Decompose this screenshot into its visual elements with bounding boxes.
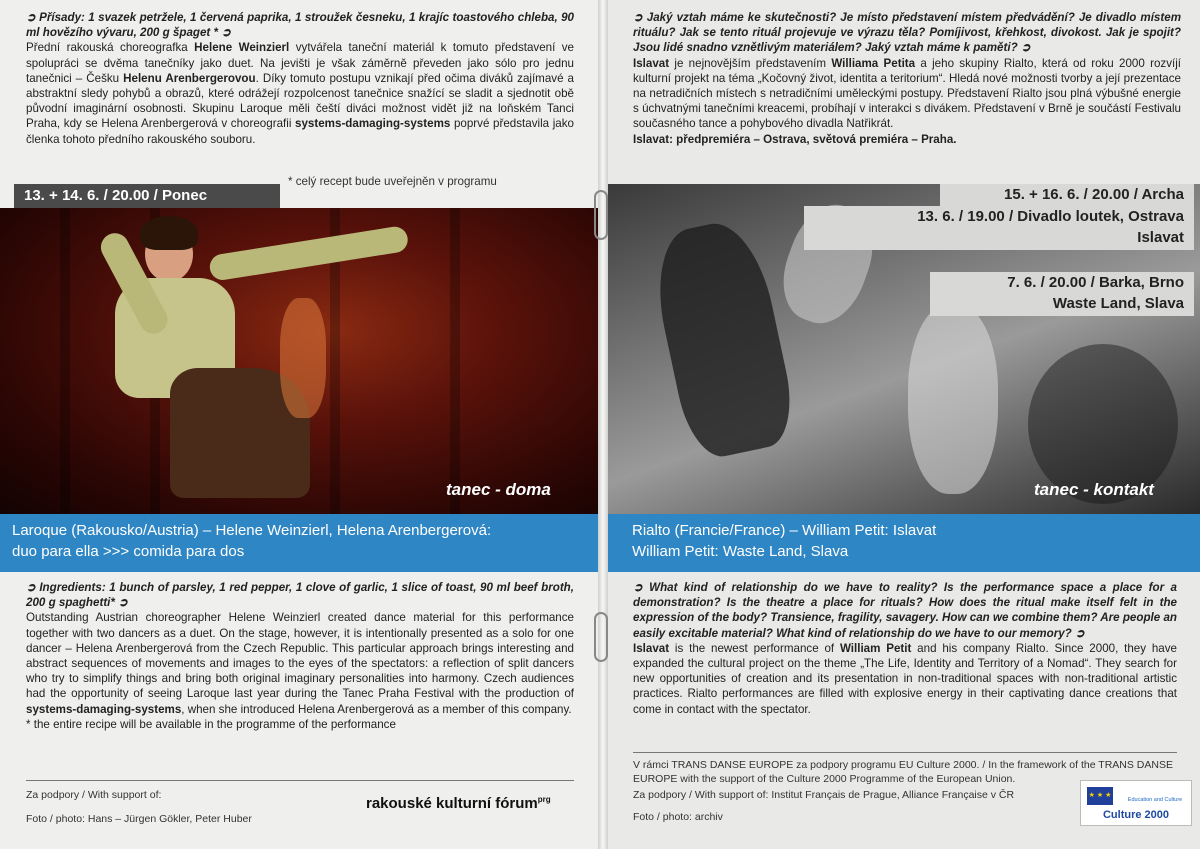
en-intro-text [26, 580, 574, 732]
footer-rule-right [633, 752, 1177, 753]
date-bar-ostrava [804, 206, 1194, 250]
en-body-part: and his company Rialto. Since 2000, they have expanded the cultural project on the theme „The Life, Identity and Territory of a Nomad“. They search for new opportunities of creation and its presentation in non-traditional spaces with non-traditional artistic practices. Rialto performances are filled with explosive energy in their captivating dance creations that come in contact with the spectator. [633, 641, 1177, 716]
ostrava-date: 13. 6. / 19.00 / Divadlo loutek, Ostrava [917, 208, 1184, 225]
blue-title-bar-laroque [0, 514, 603, 572]
date-bar-brno [930, 272, 1194, 316]
dancer-figure-3 [908, 304, 998, 494]
laroque-title-line-1: Laroque (Rakousko/Austria) – Helene Weinzierl, Helena Arenbergerová: [12, 522, 492, 539]
caption-tanec-kontakt: tanec - kontakt [1034, 480, 1154, 499]
photo-laroque [0, 208, 603, 514]
cz-body-part: je nejnovějším představením [669, 56, 832, 70]
cz-questions: ➲ Jaký vztah máme ke skutečnosti? Je místo představení místem předvádění? Je divadlo místem rituálu? Jak se tento rituál projevuje ve výrazu těla? Pomíjivost, křehkost, divokost. Jak je spojit? Jsou lidé snadno vznětlivým materiálem? Jaký vztah máme k paměti? ➲ [633, 11, 1181, 55]
brno-title: Waste Land, Slava [1052, 295, 1184, 312]
dancer-blur [280, 298, 326, 418]
cz-right-text [633, 10, 1181, 147]
en-body-part: is the newest performance of [669, 641, 840, 655]
cz-name: Helenu Arenbergerovou [123, 71, 256, 85]
curtain-fold [450, 208, 460, 514]
staple-bottom [594, 612, 608, 662]
footer-rule [26, 780, 574, 781]
eu-culture-logo [1080, 780, 1192, 826]
cz-body-part: poprvé představila jako členka tohoto předního rakouského souboru. [26, 117, 574, 146]
rialto-title-line-1: Rialto (Francie/France) – William Petit: Islavat [632, 522, 937, 539]
culture-2000-label: Culture 2000 [1102, 809, 1170, 821]
en-right-text [633, 580, 1177, 717]
support-label-right: Za podpory / With support of: Institut Français de Prague, Alliance Française v ČR [633, 789, 1015, 801]
dancer-hair [140, 216, 198, 250]
date-bar-ponec: 13. + 14. 6. / 20.00 / Ponec [14, 184, 280, 208]
framework-note: V rámci TRANS DANSE EUROPE za podpory programu EU Culture 2000. / In the framework of the TRANS DANSE EUROPE with the support of the Culture 2000 Programme of the European Union. [633, 759, 1173, 785]
cz-name: Helene Weinzierl [194, 41, 290, 55]
cz-intro-text [26, 10, 574, 147]
ostrava-title: Islavat [1137, 229, 1184, 246]
en-recipe-note: * the entire recipe will be available in the programme of the performance [26, 717, 396, 731]
eu-flag-icon: ★ ★ ★ [1087, 787, 1113, 805]
spine [598, 0, 608, 849]
en-body-part: Outstanding Austrian choreographer Helene Weinzierl created dance material for this performance together with two dancers as a duet. On the stage, however, it is intentionally presented as a solo for one dancer – Helena Arenbergerová from the Czech Republic. This particular approach brings interesting and abstract sequences of movements and images to the eyes of the spectators: a reflection of split dancers who try to simplify things and bring both original imaginary personalities into harmony. Czech audiences had the opportunity of seeing Laroque last year during the Tanec Praha Festival with the production of [26, 611, 574, 701]
dancer-arm-right [208, 225, 410, 282]
dancer-figure-1 [645, 215, 800, 463]
en-body-part: , when she introduced Helena Arenbergerová as a member of this company. [181, 702, 572, 716]
curtain-fold [60, 208, 70, 514]
support-label: Za podpory / With support of: [26, 789, 162, 801]
cz-premiere-note: Islavat: předpremiéra – Ostrava, světová premiéra – Praha. [633, 132, 957, 146]
cz-body-part: Přední rakouská choreografka [26, 41, 195, 55]
cz-body-part: vytvářela taneční materiál k tomuto představení ve spolupráci se dvěma tanečníky jako duet. Na jevišti je však záměrně převeden jako sólo pro jednu tanečnici – Češku [26, 41, 574, 85]
en-ingredients: ➲ Ingredients: 1 bunch of parsley, 1 red pepper, 1 clove of garlic, 1 slice of toast, 90 ml beef broth, 200 g spaghetti* ➲ [26, 581, 574, 610]
rialto-title-line-2: William Petit: Waste Land, Slava [632, 543, 849, 560]
forum-logo [366, 795, 551, 812]
forum-sup: prg [537, 795, 551, 804]
date-bar-archa: 15. + 16. 6. / 20.00 / Archa [940, 184, 1194, 206]
brno-date: 7. 6. / 20.00 / Barka, Brno [1007, 274, 1184, 291]
cz-show-title: Islavat [633, 56, 670, 70]
cz-body-part: a jeho skupiny Rialto, která od roku 2000 rozvíjí kulturní projekt na téma „Kočovný život, identita a teritorium“. Hledá nové možnosti tvorby a její prezentace na netradičních místech s netradičními uměleckými postupy. Představení Rialto jsou plná výbušné energie s úchvatnými tanečními kreacemi, probíhají v interakci s divákem. Představení v Brně je součástí Festivalu současného tance a pohybového divadla Natřikrát. [633, 56, 1182, 131]
forum-name: rakouské kulturní fórum [366, 795, 538, 812]
education-culture-mark: Education and Culture [1127, 797, 1183, 803]
cz-recipe-note: * celý recept bude uveřejněn v programu [288, 175, 497, 188]
en-questions: ➲ What kind of relationship do we have to reality? Is the performance space a place for a demonstration? Is the theatre a place for rituals? How does the ritual make itself felt in the expression of the body? Transience, fragility, savagery. How can we combine them? Are people an easily excitable material? What kind of relationship do we have to our memory? ➲ [633, 581, 1177, 640]
en-work-title: systems-damaging-systems [26, 702, 182, 716]
cz-ingredients: ➲ Přísady: 1 svazek petržele, 1 červená paprika, 1 stroužek česneku, 1 krajíc toastového chleba, 90 ml hovězího vývaru, 200 g špaget * ➲ [26, 11, 574, 40]
en-name: William Petit [839, 641, 912, 655]
photo-credit-left: Foto / photo: Hans – Jürgen Gökler, Peter Huber [26, 813, 252, 825]
blue-title-bar-rialto [608, 514, 1200, 572]
staple-top [594, 190, 608, 240]
cz-name: Williama Petita [831, 56, 916, 70]
cz-body-part: . Díky tomuto postupu vznikají před očima diváků zajímavé a abstraktní sledy pohybů a obrazů, které odrážejí rozpolcenost tanečnice snažící se sladit a sjednotit obě původní imaginární osobnosti. Skupinu Laroque měli čeští diváci možnost vidět již na loňském Tanci Praha, kdy se Helena Arenbergerová v choreografii [26, 71, 575, 131]
laroque-title-line-2: duo para ella >>> comida para dos [12, 543, 245, 560]
photo-credit-right: Foto / photo: archiv [633, 811, 723, 823]
cz-work-title: systems-damaging-systems [295, 117, 451, 131]
en-show-title: Islavat [633, 641, 670, 655]
caption-tanec-doma: tanec - doma [446, 480, 551, 499]
